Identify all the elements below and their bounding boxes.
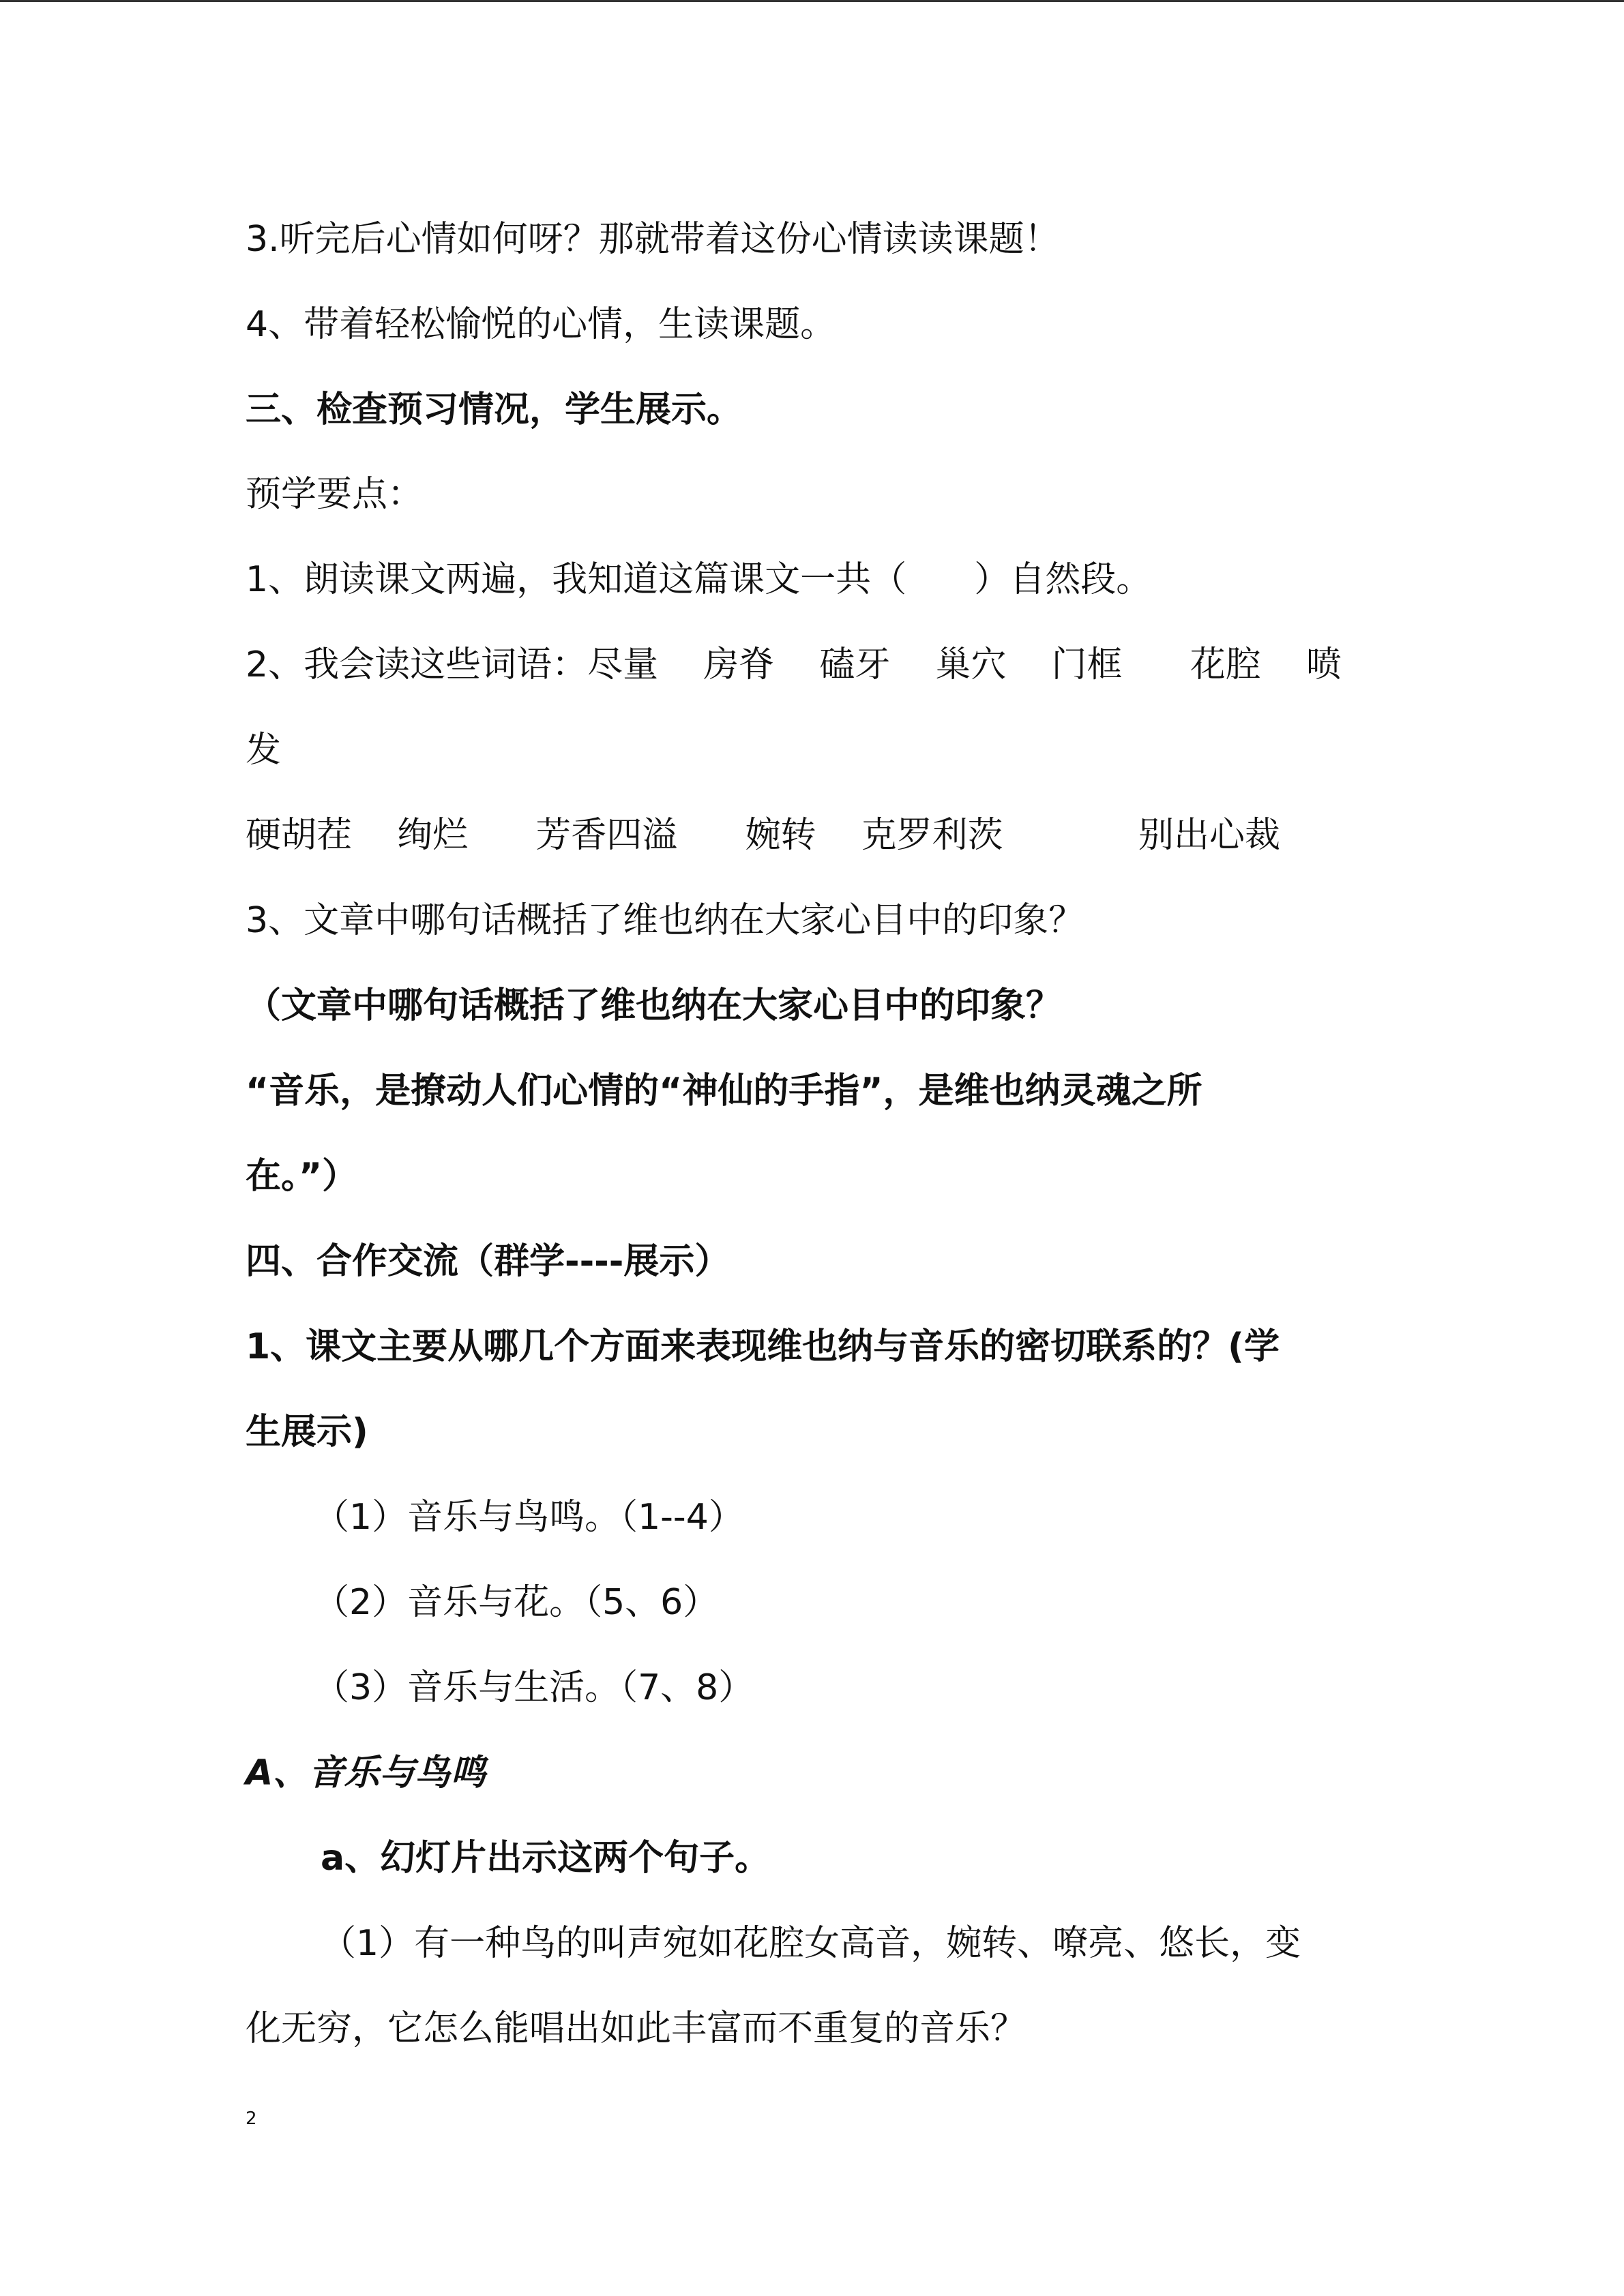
section-heading-4: 四、合作交流（群学----展示） [246,1241,730,1282]
subsection-heading-a: A、音乐与鸟鸣 [246,1753,486,1793]
answer-line-1: （文章中哪句话概括了维也纳在大家心目中的印象？ [246,985,1062,1026]
text-line-2: 4、带着轻松愉悦的心情，生读课题。 [246,304,836,345]
question-line-1: 1、课文主要从哪几个方面来表现维也纳与音乐的密切联系的？(学 [246,1326,1280,1367]
section-heading-3: 三、检查预习情况，学生展示。 [246,389,743,430]
answer-line-3: 在。”） [246,1156,358,1197]
list-item-1: （1）音乐与鸟鸣。（1--4） [314,1497,744,1538]
answer-line-2: “音乐，是撩动人们心情的“神仙的手指”，是维也纳灵魂之所 [246,1071,1202,1112]
page-top-border [0,0,1624,2]
list-item-3: （3）音乐与生活。（7、8） [314,1667,754,1708]
text-line-prep-points: 预学要点： [246,474,424,515]
text-line-1: 3.听完后心情如何呀？那就带着这份心情读读课题！ [246,219,1060,260]
quote-line-1: （1）有一种鸟的叫声宛如花腔女高音，婉转、嘹亮、悠长，变 [321,1923,1301,1964]
text-line-read-twice: 1、朗读课文两遍，我知道这篇课文一共（ ）自然段。 [246,559,1152,600]
text-line-question-3: 3、文章中哪句话概括了维也纳在大家心目中的印象？ [246,900,1084,941]
question-line-1-cont: 生展示) [246,1412,368,1452]
quote-line-1-cont: 化无穷，它怎么能唱出如此丰富而不重复的音乐？ [246,2008,1027,2049]
step-line-a: a、幻灯片出示这两个句子。 [321,1838,771,1879]
text-line-vocab-cont: 发 [246,730,282,771]
text-line-vocab-2: 硬胡茬 绚烂 芳香四溢 婉转 克罗利茨 别出心裁 [246,815,1280,856]
list-item-2: （2）音乐与花。（5、6） [314,1582,719,1623]
text-line-vocab: 2、我会读这些词语：尽量 房脊 磕牙 巢穴 门框 花腔 喷 [246,644,1342,685]
page-number: 2 [246,2108,257,2129]
